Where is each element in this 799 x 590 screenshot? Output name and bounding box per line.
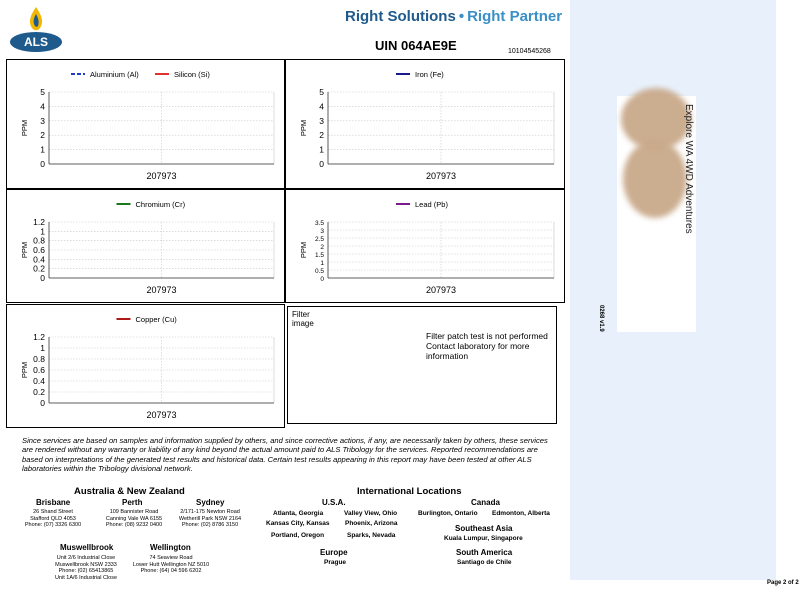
y-tick-label: 1.2 <box>33 332 45 342</box>
usa-title: U.S.A. <box>322 498 346 507</box>
filter-panel <box>287 306 557 424</box>
y-tick-label: 1 <box>40 343 45 353</box>
legend-label: Aluminium (Al) <box>90 70 139 79</box>
page-number: Page 2 of 2 <box>767 580 799 586</box>
y-axis-label: PPM <box>299 119 308 137</box>
y-tick-label: 0.8 <box>33 235 45 246</box>
redaction-blob-bottom <box>623 140 687 218</box>
y-tick-label: 0.5 <box>314 268 324 275</box>
y-tick-label: 1 <box>40 226 45 237</box>
address-wellington: 74 Seaview Road Lower Hutt Wellington NZ 5010 Phone: (64) 04 596 6202 <box>132 555 210 574</box>
y-tick-label: 3 <box>320 228 324 235</box>
tagline <box>345 8 562 25</box>
city-wellington: Wellington <box>150 543 191 552</box>
logo-text: ALS <box>24 35 48 49</box>
chart-svg <box>7 305 286 429</box>
y-tick-label: 1 <box>40 144 45 155</box>
y-tick-label: 0 <box>40 159 45 169</box>
chart-svg <box>286 190 566 304</box>
canada-location: Burlington, Ontario <box>418 510 478 517</box>
y-tick-label: 4 <box>319 101 324 112</box>
anz-title: Australia & New Zealand <box>74 486 185 497</box>
y-axis-label: PPM <box>20 361 29 379</box>
y-axis-label: PPM <box>299 241 308 259</box>
document-number: 10104545268 <box>508 48 551 55</box>
als-logo <box>8 4 64 52</box>
y-tick-label: 0 <box>40 273 45 283</box>
y-tick-label: 0.6 <box>33 365 45 375</box>
chart-panel-al-si <box>6 59 285 189</box>
y-tick-label: 4 <box>40 101 45 112</box>
usa-location: Valley View, Ohio <box>344 510 398 517</box>
y-tick-label: 3 <box>40 115 45 126</box>
south-america-location: Santiago de Chile <box>457 559 512 566</box>
y-tick-label: 0 <box>319 159 324 169</box>
tagline-part1: Right Solutions <box>345 8 456 25</box>
y-axis-label: PPM <box>20 241 29 259</box>
customer-name: Explore WA 4WD Adventures <box>683 104 694 234</box>
y-axis-label: PPM <box>20 119 29 137</box>
chart-panel-fe <box>285 59 565 189</box>
x-tick-label: 207973 <box>146 285 177 295</box>
usa-location: Phoenix, Arizona <box>345 520 398 527</box>
address-brisbane: 26 Shand Street Stafford QLD 4053 Phone: (07) 3326 6300 <box>24 509 82 528</box>
address-sydney: 2/171-175 Newton Road Wetherill Park NSW 2164 Phone: (02) 8786 3150 <box>178 509 242 528</box>
y-tick-label: 2 <box>319 130 324 141</box>
usa-location: Atlanta, Georgia <box>273 510 324 517</box>
y-tick-label: 0.4 <box>33 376 45 386</box>
y-tick-label: 1 <box>319 144 324 155</box>
filter-message: Filter patch test is not performed Contact laboratory for more information <box>426 331 548 361</box>
tagline-separator: • <box>458 8 465 25</box>
x-tick-label: 207973 <box>425 171 457 181</box>
uin-label: UIN 064AE9E <box>375 38 457 53</box>
x-tick-label: 207973 <box>146 171 177 181</box>
y-tick-label: 2.5 <box>314 236 324 243</box>
y-tick-label: 5 <box>319 87 324 97</box>
y-tick-label: 0.4 <box>33 254 45 265</box>
usa-location: Portland, Oregon <box>271 532 325 539</box>
south-america-title: South America <box>456 548 513 557</box>
y-tick-label: 2 <box>40 130 45 141</box>
europe-location: Prague <box>324 559 347 566</box>
y-tick-label: 2 <box>320 244 324 251</box>
y-tick-label: 0 <box>40 398 45 408</box>
legend-label: Lead (Pb) <box>415 200 448 209</box>
chart-svg <box>7 190 286 304</box>
city-sydney: Sydney <box>196 498 225 507</box>
chart-panel-pb <box>285 189 565 303</box>
usa-location: Kansas City, Kansas <box>266 520 330 527</box>
filter-title: Filter image <box>292 310 314 328</box>
chart-svg <box>286 60 566 190</box>
canada-location: Edmonton, Alberta <box>492 510 550 517</box>
form-code: 0268 v1.9 <box>598 305 604 332</box>
y-tick-label: 5 <box>40 87 45 97</box>
legend-label: Copper (Cu) <box>135 315 177 324</box>
canada-title: Canada <box>471 498 500 507</box>
y-tick-label: 1.2 <box>33 217 45 227</box>
y-tick-label: 0 <box>320 276 324 283</box>
y-tick-label: 3 <box>319 115 324 126</box>
y-tick-label: 0.6 <box>33 245 45 255</box>
chart-svg <box>7 60 286 190</box>
city-muswellbrook: Muswellbrook <box>60 543 114 552</box>
tagline-part2: Right Partner <box>467 8 563 25</box>
y-tick-label: 0.2 <box>33 263 45 274</box>
sea-title: Southeast Asia <box>455 524 513 533</box>
y-tick-label: 3.5 <box>314 220 324 227</box>
europe-title: Europe <box>320 548 348 557</box>
y-tick-label: 0.8 <box>33 354 45 364</box>
city-brisbane: Brisbane <box>36 498 71 507</box>
legend-label: Iron (Fe) <box>415 70 444 79</box>
city-perth: Perth <box>122 498 143 507</box>
disclaimer: Since services are based on samples and information supplied by others, and since corrective actions, if any, are necessarily taken by others, these services are rendered without any warranty or liability of any kind beyond the actual amount paid to ALS Tribology for the services. Reported recommendations are based on interpretations of the generated test results and historical data. Certain test results appearing in this report may have been tested at other ALS laboratories within the Tribology divisional network. <box>22 436 548 473</box>
y-tick-label: 0.2 <box>33 387 45 397</box>
chart-panel-cr <box>6 189 285 303</box>
address-perth: 109 Bannister Road Canning Vale WA 6155 Phone: (08) 9232 0400 <box>105 509 163 528</box>
y-tick-label: 1.5 <box>314 252 324 259</box>
legend-label: Silicon (Si) <box>174 70 210 79</box>
y-tick-label: 1 <box>320 260 324 267</box>
sea-location: Kuala Lumpur, Singapore <box>444 535 523 542</box>
address-muswellbrook: Unit 2/6 Industrial Close Muswellbrook NSW 2333 Phone: (02) 65413865 Unit 1A/6 Industrial Close <box>54 555 118 581</box>
legend-label: Chromium (Cr) <box>135 200 186 209</box>
chart-panel-cu <box>6 304 285 428</box>
x-tick-label: 207973 <box>146 410 177 420</box>
usa-location: Sparks, Nevada <box>347 532 396 539</box>
intl-title: International Locations <box>357 486 462 497</box>
x-tick-label: 207973 <box>425 285 457 295</box>
